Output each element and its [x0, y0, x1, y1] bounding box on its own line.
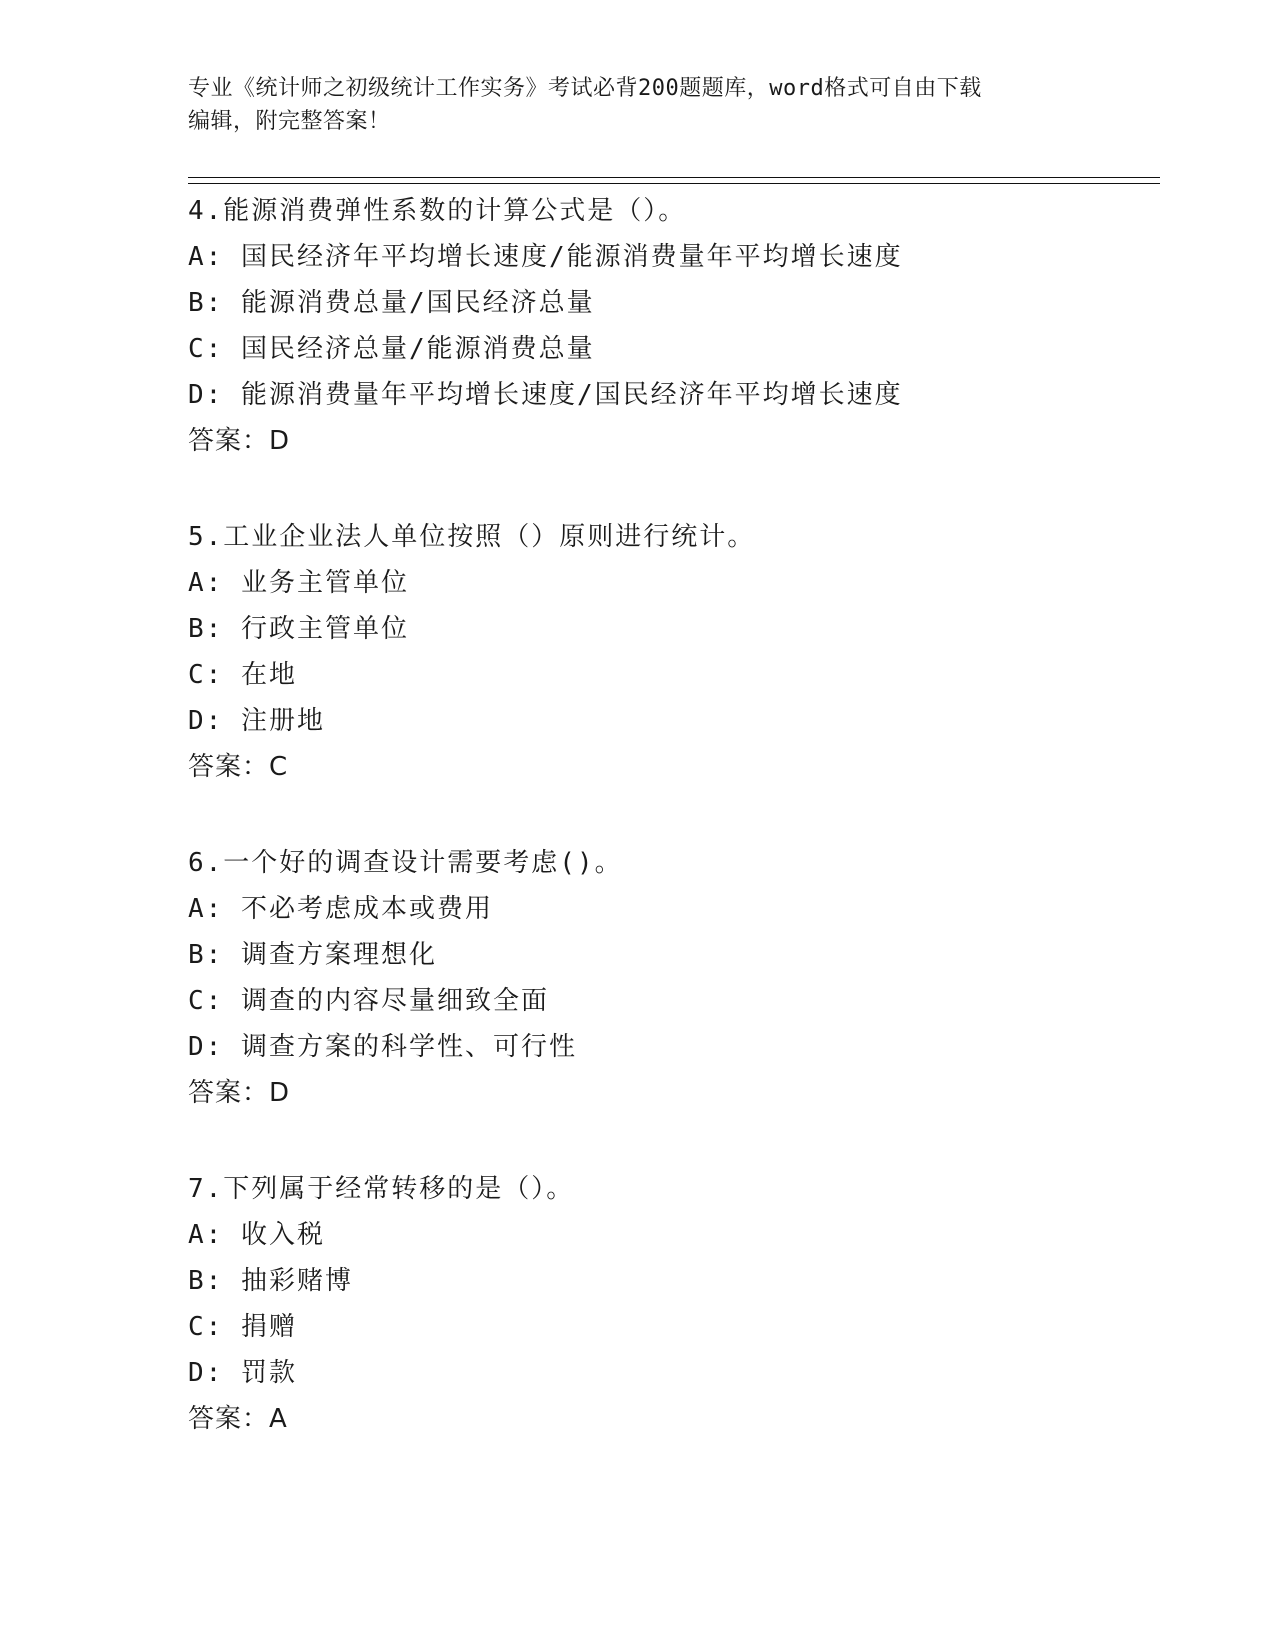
header-line-1: 专业《统计师之初级统计工作实务》考试必背200题题库，word格式可自由下载 [188, 76, 982, 101]
option-c: C: 国民经济总量/能源消费总量 [188, 334, 595, 364]
option-d: D: 能源消费量年平均增长速度/国民经济年平均增长速度 [188, 380, 903, 410]
question-block [188, 840, 1188, 1116]
question-block [188, 1166, 1188, 1442]
header-rule-top [188, 177, 1160, 178]
option-b: B: 行政主管单位 [188, 614, 409, 644]
option-b: B: 抽彩赌博 [188, 1266, 353, 1296]
document-header [188, 72, 1088, 138]
option-a: A: 不必考虑成本或费用 [188, 894, 493, 924]
option-d: D: 注册地 [188, 706, 325, 736]
question-stem: 4.能源消费弹性系数的计算公式是（）。 [188, 196, 687, 226]
answer-line: 答案：C [188, 752, 289, 782]
answer-line: 答案：A [188, 1404, 288, 1434]
header-rule-bottom [188, 183, 1160, 184]
option-b: B: 能源消费总量/国民经济总量 [188, 288, 595, 318]
option-a: A: 业务主管单位 [188, 568, 409, 598]
option-c: C: 在地 [188, 660, 297, 690]
question-stem: 7.下列属于经常转移的是（）。 [188, 1174, 575, 1204]
question-block [188, 188, 1188, 464]
question-block [188, 514, 1188, 790]
header-line-2: 编辑，附完整答案！ [188, 109, 391, 134]
option-c: C: 捐赠 [188, 1312, 297, 1342]
option-c: C: 调查的内容尽量细致全面 [188, 986, 549, 1016]
answer-line: 答案：D [188, 426, 291, 456]
option-a: A: 收入税 [188, 1220, 325, 1250]
option-a: A: 国民经济年平均增长速度/能源消费量年平均增长速度 [188, 242, 903, 272]
option-b: B: 调查方案理想化 [188, 940, 437, 970]
option-d: D: 罚款 [188, 1358, 297, 1388]
question-list [188, 188, 1188, 1492]
question-stem: 5.工业企业法人单位按照（）原则进行统计。 [188, 522, 756, 552]
question-stem: 6.一个好的调查设计需要考虑()。 [188, 848, 623, 878]
answer-line: 答案：D [188, 1078, 291, 1108]
option-d: D: 调查方案的科学性、可行性 [188, 1032, 577, 1062]
